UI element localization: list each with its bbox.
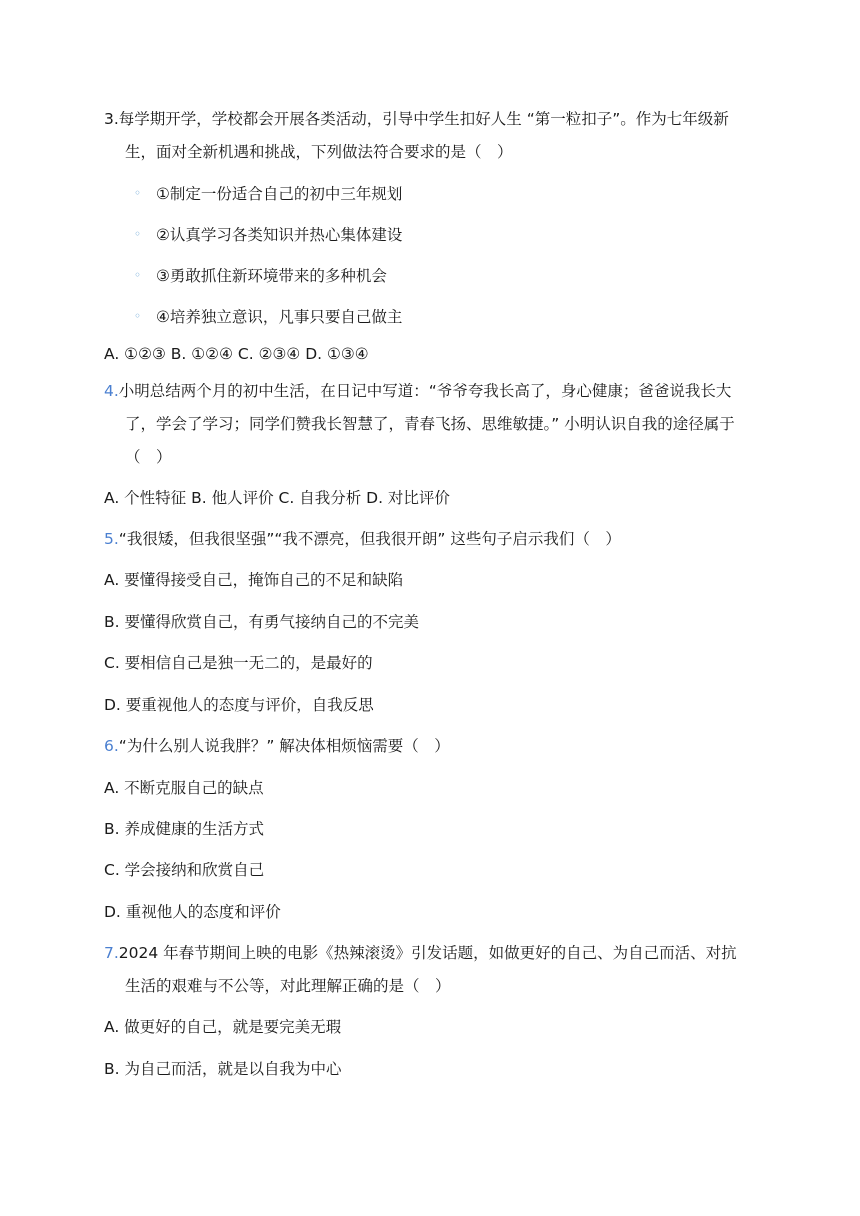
question-5-option-a: A. 要懂得接受自己，掩饰自己的不足和缺陷 xyxy=(104,571,404,589)
question-4-line-2: 了，学会了学习；同学们赞我长智慧了，青春飞扬、思维敏捷。” 小明认识自我的途径属于 xyxy=(125,415,735,433)
question-3-statement-1: ◦ ①制定一份适合自己的初中三年规划 xyxy=(134,182,402,205)
question-5-option-c: C. 要相信自己是独一无二的，是最好的 xyxy=(104,654,373,672)
question-3-options: A. ①②③ B. ①②④ C. ②③④ D. ①③④ xyxy=(104,345,369,363)
question-3-line-2: 生，面对全新机遇和挑战，下列做法符合要求的是（ ） xyxy=(125,143,513,161)
question-6-stem: 6.“为什么别人说我胖？” 解决体相烦恼需要（ ） xyxy=(104,737,450,755)
question-7-option-a: A. 做更好的自己，就是要完美无瑕 xyxy=(104,1018,342,1036)
question-7-option-b: B. 为自己而活，就是以自我为中心 xyxy=(104,1060,342,1078)
question-4-options: A. 个性特征 B. 他人评价 C. 自我分析 D. 对比评价 xyxy=(104,489,450,507)
question-7-line-1: 7.2024 年春节期间上映的电影《热辣滚烫》引发话题，如做更好的自己、为自己而活、对抗 xyxy=(104,944,737,962)
bullet-icon: ◦ xyxy=(134,309,142,323)
question-6-option-d: D. 重视他人的态度和评价 xyxy=(104,903,281,921)
question-6-number: 6. xyxy=(104,737,119,755)
bullet-icon: ◦ xyxy=(134,227,142,241)
question-5-option-b: B. 要懂得欣赏自己，有勇气接纳自己的不完美 xyxy=(104,613,419,631)
question-4-line-1: 4.小明总结两个月的初中生活，在日记中写道：“爷爷夸我长高了，身心健康；爸爸说我长大 xyxy=(104,382,732,400)
bullet-icon: ◦ xyxy=(134,186,142,200)
question-6-option-a: A. 不断克服自己的缺点 xyxy=(104,779,264,797)
question-3-statement-4: ◦ ④培养独立意识，凡事只要自己做主 xyxy=(134,305,402,328)
bullet-icon: ◦ xyxy=(134,268,142,282)
question-3-statement-2: ◦ ②认真学习各类知识并热心集体建设 xyxy=(134,223,402,246)
question-3-line-1: 3.每学期开学，学校都会开展各类活动，引导中学生扣好人生 “第一粒扣子”。作为七年级新 xyxy=(104,110,729,128)
question-4-number: 4. xyxy=(104,382,119,400)
question-5-option-d: D. 要重视他人的态度与评价，自我反思 xyxy=(104,696,374,714)
question-7-line-2: 生活的艰难与不公等，对此理解正确的是（ ） xyxy=(125,977,451,995)
question-5-number: 5. xyxy=(104,530,119,548)
question-3-statement-3: ◦ ③勇敢抓住新环境带来的多种机会 xyxy=(134,264,387,287)
question-6-option-b: B. 养成健康的生活方式 xyxy=(104,820,264,838)
question-7-number: 7. xyxy=(104,944,119,962)
question-6-option-c: C. 学会接纳和欣赏自己 xyxy=(104,861,265,879)
question-3-number: 3. xyxy=(104,110,119,128)
question-5-stem: 5.“我很矮，但我很坚强”“我不漂亮，但我很开朗” 这些句子启示我们（ ） xyxy=(104,530,621,548)
question-4-line-3: （ ） xyxy=(125,448,172,466)
